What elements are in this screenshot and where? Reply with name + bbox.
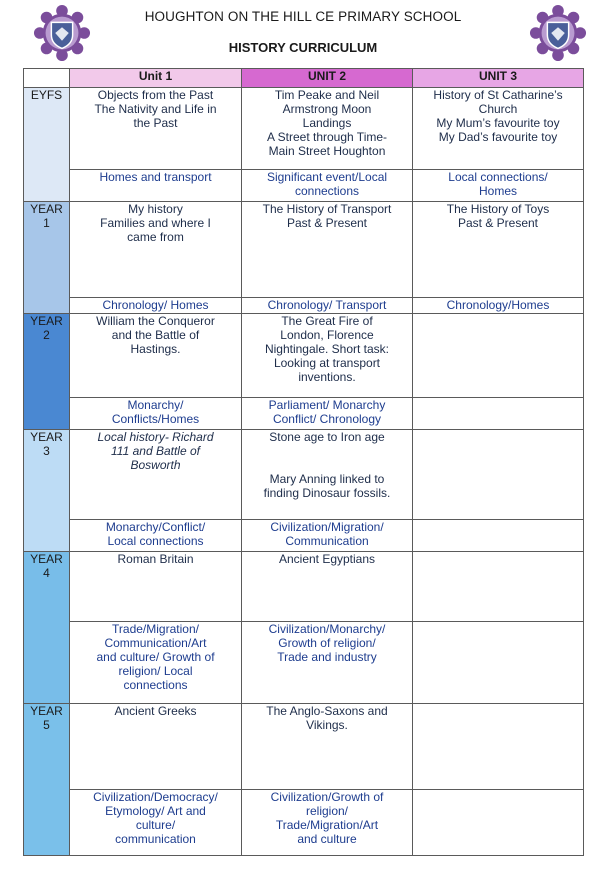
theme-cell: Chronology/ Transport [242,298,413,314]
topic-cell: Ancient Greeks [70,704,242,790]
year-label-4: YEAR 4 [24,552,70,704]
corner-cell [24,69,70,88]
topic-cell: Ancient Egyptians [242,552,413,622]
school-name: HOUGHTON ON THE HILL CE PRIMARY SCHOOL [144,9,462,24]
column-header-unit2: UNIT 2 [242,69,413,88]
table-row [24,520,584,552]
theme-cell: Monarchy/ Conflicts/Homes [70,398,242,430]
theme-cell: Chronology/Homes [413,298,584,314]
topic-cell: Local history- Richard 111 and Battle of Bosworth [70,430,242,520]
year-label-5: YEAR 5 [24,704,70,856]
theme-cell [413,520,584,552]
theme-cell: Civilization/Democracy/ Etymology/ Art and culture/ communication [70,790,242,856]
theme-cell [413,790,584,856]
topic-cell: History of St Catharine’s Church My Mum’s favourite toy My Dad’s favourite toy [413,88,584,170]
theme-cell [413,622,584,704]
theme-cell: Trade/Migration/ Communication/Art and culture/ Growth of religion/ Local connections [70,622,242,704]
topic-cell: William the Conqueror and the Battle of Hastings. [70,314,242,398]
theme-cell: Parliament/ Monarchy Conflict/ Chronology [242,398,413,430]
table-row [24,314,584,398]
column-header-unit1: Unit 1 [70,69,242,88]
column-header-unit3: UNIT 3 [413,69,584,88]
topic-cell [413,704,584,790]
topic-cell: Stone age to Iron age Mary Anning linked to finding Dinosaur fossils. [242,430,413,520]
theme-cell: Monarchy/Conflict/ Local connections [70,520,242,552]
theme-cell: Civilization/Migration/ Communication [242,520,413,552]
topic-cell: Objects from the Past The Nativity and Life in the Past [70,88,242,170]
table-row [24,790,584,856]
page-title: HISTORY CURRICULUM [228,40,378,55]
theme-cell: Civilization/Growth of religion/ Trade/Migration/Art and culture [242,790,413,856]
theme-cell: Significant event/Local connections [242,170,413,202]
theme-cell: Homes and transport [70,170,242,202]
topic-cell: Roman Britain [70,552,242,622]
topic-cell: Tim Peake and Neil Armstrong Moon Landings A Street through Time- Main Street Houghton [242,88,413,170]
table-header-row [24,69,584,88]
year-label-3: YEAR 3 [24,430,70,552]
topic-cell: The Anglo-Saxons and Vikings. [242,704,413,790]
topic-cell: The Great Fire of London, Florence Nightingale. Short task: Looking at transport inventions. [242,314,413,398]
curriculum-table [23,68,584,856]
theme-cell: Chronology/ Homes [70,298,242,314]
page-header [0,0,606,68]
topic-cell: The History of Transport Past & Present [242,202,413,298]
topic-cell [413,430,584,520]
topic-cell: My history Families and where I came from [70,202,242,298]
topic-cell [413,552,584,622]
table-row [24,202,584,298]
table-row [24,88,584,170]
table-row [24,622,584,704]
topic-cell [413,314,584,398]
year-label-eyfs: EYFS [24,88,70,202]
table-row [24,298,584,314]
theme-cell: Local connections/ Homes [413,170,584,202]
theme-cell [413,398,584,430]
table-row [24,398,584,430]
topic-cell: The History of Toys Past & Present [413,202,584,298]
year-label-1: YEAR 1 [24,202,70,314]
year-label-2: YEAR 2 [24,314,70,430]
table-row [24,704,584,790]
table-row [24,430,584,520]
table-row [24,552,584,622]
table-row [24,170,584,202]
theme-cell: Civilization/Monarchy/ Growth of religion/ Trade and industry [242,622,413,704]
